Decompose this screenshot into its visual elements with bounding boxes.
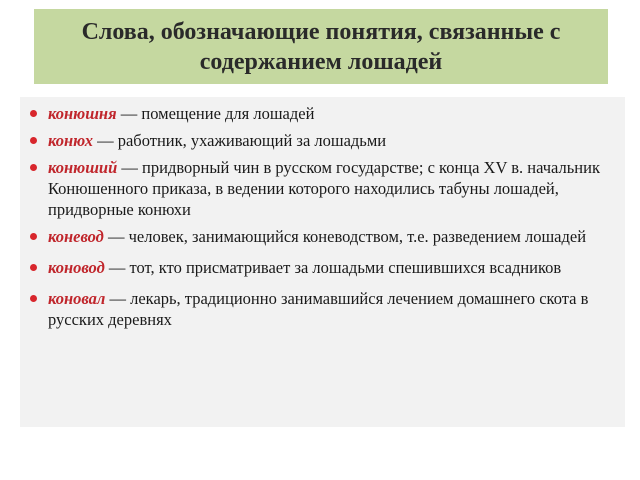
bullet-icon xyxy=(30,137,37,144)
list-item xyxy=(28,157,613,220)
term-list xyxy=(20,97,625,330)
list-item xyxy=(28,257,613,278)
term-word: коновал xyxy=(48,289,106,308)
term-word: конюшня xyxy=(48,104,117,123)
list-item xyxy=(28,103,613,124)
list-item xyxy=(28,226,613,247)
bullet-icon xyxy=(30,233,37,240)
term-definition: — тот, кто присматривает за лошадьми спешившихся всадников xyxy=(104,258,562,277)
bullet-icon xyxy=(30,110,37,117)
term-definition: — помещение для лошадей xyxy=(116,104,315,123)
slide-title: Слова, обозначающие понятия, связанные с содержанием лошадей xyxy=(81,18,561,75)
term-word: конюший xyxy=(48,158,118,177)
term-definition: — придворный чин в русском государстве; с конца XV в. начальник Конюшенного приказа, в ведении которого находились табуны лошадей, придворные конюхи xyxy=(48,158,600,219)
term-word: коневод xyxy=(48,227,104,246)
list-item xyxy=(28,288,613,330)
term-definition: — работник, ухаживающий за лошадьми xyxy=(92,131,387,150)
term-definition: — человек, занимающийся коневодством, т.е. разведением лошадей xyxy=(103,227,587,246)
bullet-icon xyxy=(30,295,37,302)
term-word: коновод xyxy=(48,258,105,277)
term-definition: — лекарь, традиционно занимавшийся лечением домашнего скота в русских деревнях xyxy=(48,289,589,329)
list-item xyxy=(28,130,613,151)
content-box xyxy=(20,97,625,427)
bullet-icon xyxy=(30,264,37,271)
title-box xyxy=(34,9,608,84)
bullet-icon xyxy=(30,164,37,171)
term-word: конюх xyxy=(48,131,93,150)
